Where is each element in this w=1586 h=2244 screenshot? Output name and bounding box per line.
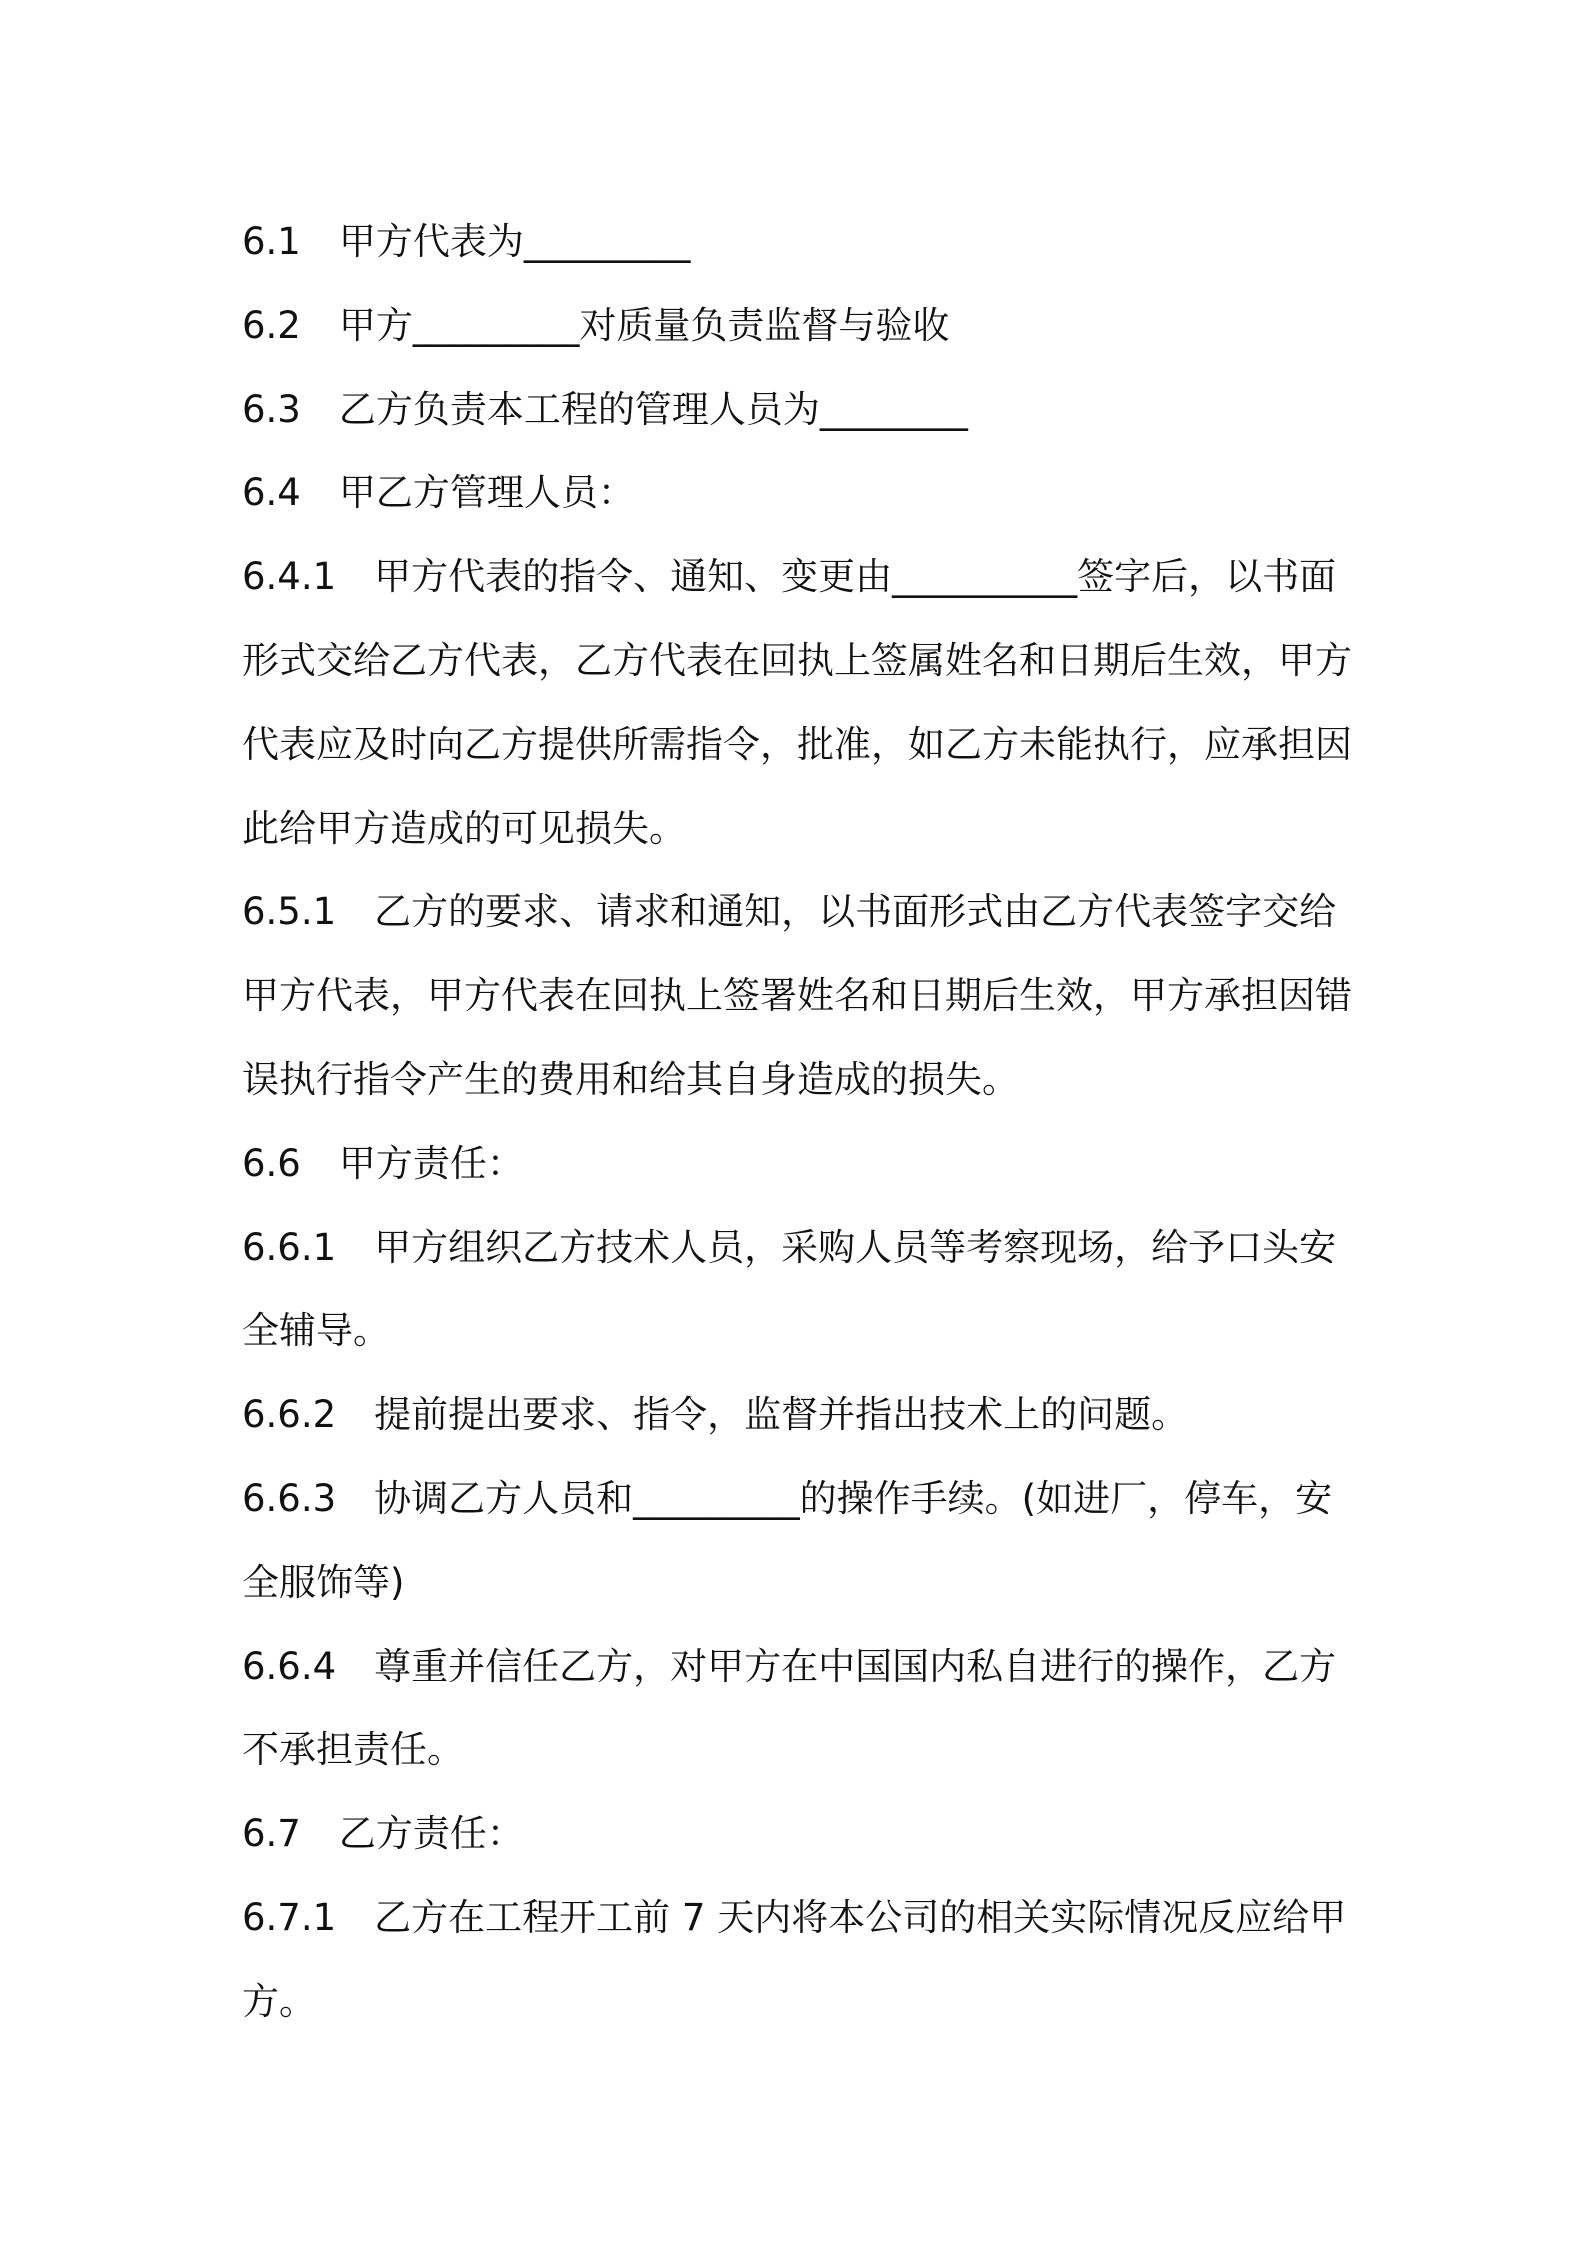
clause-6-2 bbox=[242, 284, 1358, 368]
clause-text: 甲方代表为_________ bbox=[338, 220, 691, 263]
clause-6-4-1 bbox=[242, 535, 1358, 870]
clause-number: 6.7.1 bbox=[242, 1895, 337, 1939]
clause-text: 甲方代表的指令、通知、变更由__________签字后，以书面形式交给乙方代表，乙方代表在回执上签属姓名和日期后生效，甲方代表应及时向乙方提供所需指令，批准，如乙方未能执行，应承担因此给甲方造成的可见损失。 bbox=[242, 555, 1352, 850]
clause-number: 6.1 bbox=[242, 220, 301, 263]
clause-text: 提前提出要求、指令，监督并指出技术上的问题。 bbox=[374, 1393, 1189, 1437]
clause-text: 乙方的要求、请求和通知，以书面形式由乙方代表签字交给甲方代表，甲方代表在回执上签署姓名和日期后生效，甲方承担因错误执行指令产生的费用和给其自身造成的损失。 bbox=[242, 890, 1352, 1101]
clause-text: 乙方在工程开工前 7 天内将本公司的相关实际情况反应给甲方。 bbox=[242, 1895, 1347, 2023]
clause-number: 6.6.2 bbox=[242, 1393, 337, 1437]
clause-number: 6.6.3 bbox=[242, 1476, 337, 1520]
clause-6-6-4 bbox=[242, 1625, 1358, 1793]
clause-6-6-2 bbox=[242, 1373, 1358, 1457]
clause-number: 6.6.1 bbox=[242, 1225, 337, 1269]
clause-text: 甲方责任： bbox=[338, 1141, 524, 1185]
clause-6-4 bbox=[242, 451, 1358, 535]
clause-6-6 bbox=[242, 1122, 1358, 1206]
clause-6-7-1 bbox=[242, 1876, 1358, 2044]
clause-6-6-3 bbox=[242, 1457, 1358, 1625]
contract-clauses bbox=[242, 200, 1358, 2044]
clause-number: 6.3 bbox=[242, 387, 301, 431]
clause-6-6-1 bbox=[242, 1206, 1358, 1374]
clause-number: 6.6.4 bbox=[242, 1644, 337, 1688]
clause-number: 6.5.1 bbox=[242, 890, 337, 934]
clause-6-7 bbox=[242, 1792, 1358, 1876]
clause-6-3 bbox=[242, 368, 1358, 452]
clause-text: 乙方负责本工程的管理人员为________ bbox=[338, 387, 968, 431]
clause-number: 6.6 bbox=[242, 1141, 301, 1185]
clause-number: 6.4.1 bbox=[242, 555, 337, 599]
clause-text: 甲方_________对质量负责监督与验收 bbox=[338, 303, 950, 347]
clause-text: 协调乙方人员和_________的操作手续。(如进厂，停车，安全服饰等) bbox=[242, 1476, 1333, 1604]
clause-text: 乙方责任： bbox=[338, 1812, 524, 1856]
clause-number: 6.2 bbox=[242, 303, 301, 347]
clause-text: 尊重并信任乙方，对甲方在中国国内私自进行的操作，乙方不承担责任。 bbox=[242, 1644, 1337, 1772]
clause-text: 甲乙方管理人员： bbox=[338, 471, 635, 515]
clause-6-5-1 bbox=[242, 870, 1358, 1121]
clause-number: 6.7 bbox=[242, 1812, 301, 1856]
clause-number: 6.4 bbox=[242, 471, 301, 515]
clause-text: 甲方组织乙方技术人员，采购人员等考察现场，给予口头安全辅导。 bbox=[242, 1225, 1337, 1353]
clause-6-1 bbox=[242, 200, 1358, 284]
